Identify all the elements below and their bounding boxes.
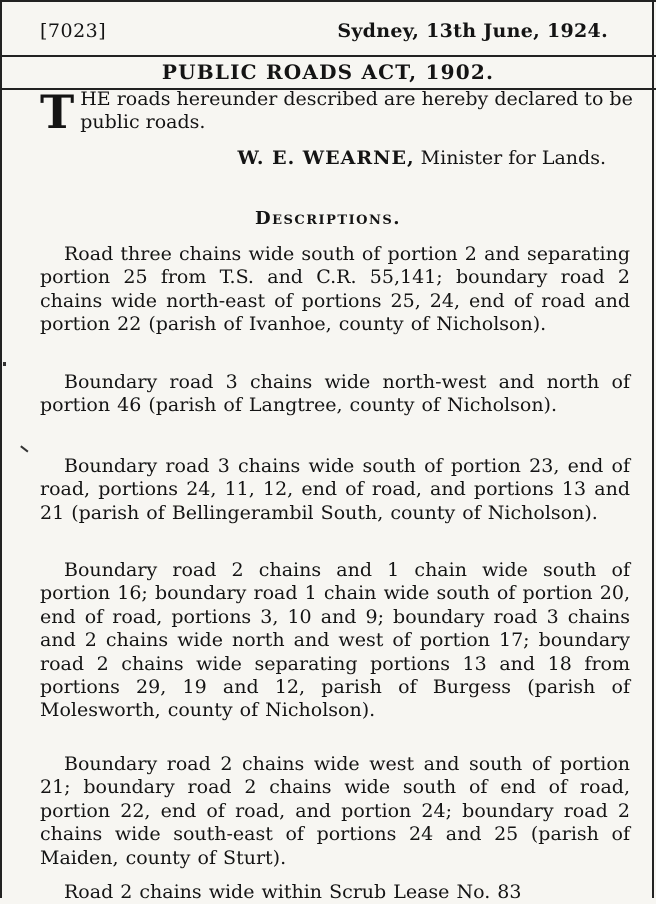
intro-paragraph xyxy=(40,85,635,139)
descriptions-heading: Descriptions. xyxy=(254,208,402,229)
print-speck xyxy=(3,362,6,366)
gazette-page-number: [7023] xyxy=(40,20,107,42)
minister-name: W. E. WEARNE, xyxy=(237,147,415,169)
drop-cap: T xyxy=(40,85,75,139)
description-paragraph: Road 2 chains wide within Scrub Lease No. 83 xyxy=(64,881,522,903)
description-paragraph: Boundary road 3 chains wide south of portion 23, end of road, portions 24, 11, 12, end of road, and portions 13 and 21 (parish of Bellingerambil South, county of Nicholson). xyxy=(40,455,630,524)
minister-title: Minister for Lands. xyxy=(420,147,606,169)
header-rule xyxy=(0,55,656,57)
top-rule xyxy=(0,0,656,2)
gazette-date: Sydney, 13th June, 1924. xyxy=(337,20,608,42)
description-paragraph: Boundary road 2 chains and 1 chain wide south of portion 16; boundary road 1 chain wide south of portion 20, end of road, portions 3, 10 and 9; boundary road 3 chains and 2 chains wide north and west of portion 17; boundary road 2 chains wide separating portions 13 and 18 from portions 29, 19 and 12, parish of Burgess (parish of Molesworth, county of Nicholson). xyxy=(40,559,630,722)
act-title: PUBLIC ROADS ACT, 1902. xyxy=(161,60,495,84)
minister-signature xyxy=(237,147,606,169)
description-paragraph: Boundary road 3 chains wide north-west and north of portion 46 (parish of Langtree, county of Nicholson). xyxy=(40,371,630,417)
intro-text: HE roads hereunder described are hereby declared to be public roads. xyxy=(80,88,633,133)
description-paragraph: Road three chains wide south of portion 2 and separating portion 25 from T.S. and C.R. 55,141; boundary road 2 chains wide north-east of portions 25, 24, end of road and portion 22 (parish of Ivanhoe, county of Nicholson). xyxy=(40,243,630,336)
description-paragraph: Boundary road 2 chains wide west and south of portion 21; boundary road 2 chains wide south of end of road, portion 22, end of road, and portion 24; boundary road 2 chains wide south-east of portions 24 and 25 (parish of Maiden, county of Sturt). xyxy=(40,753,630,869)
